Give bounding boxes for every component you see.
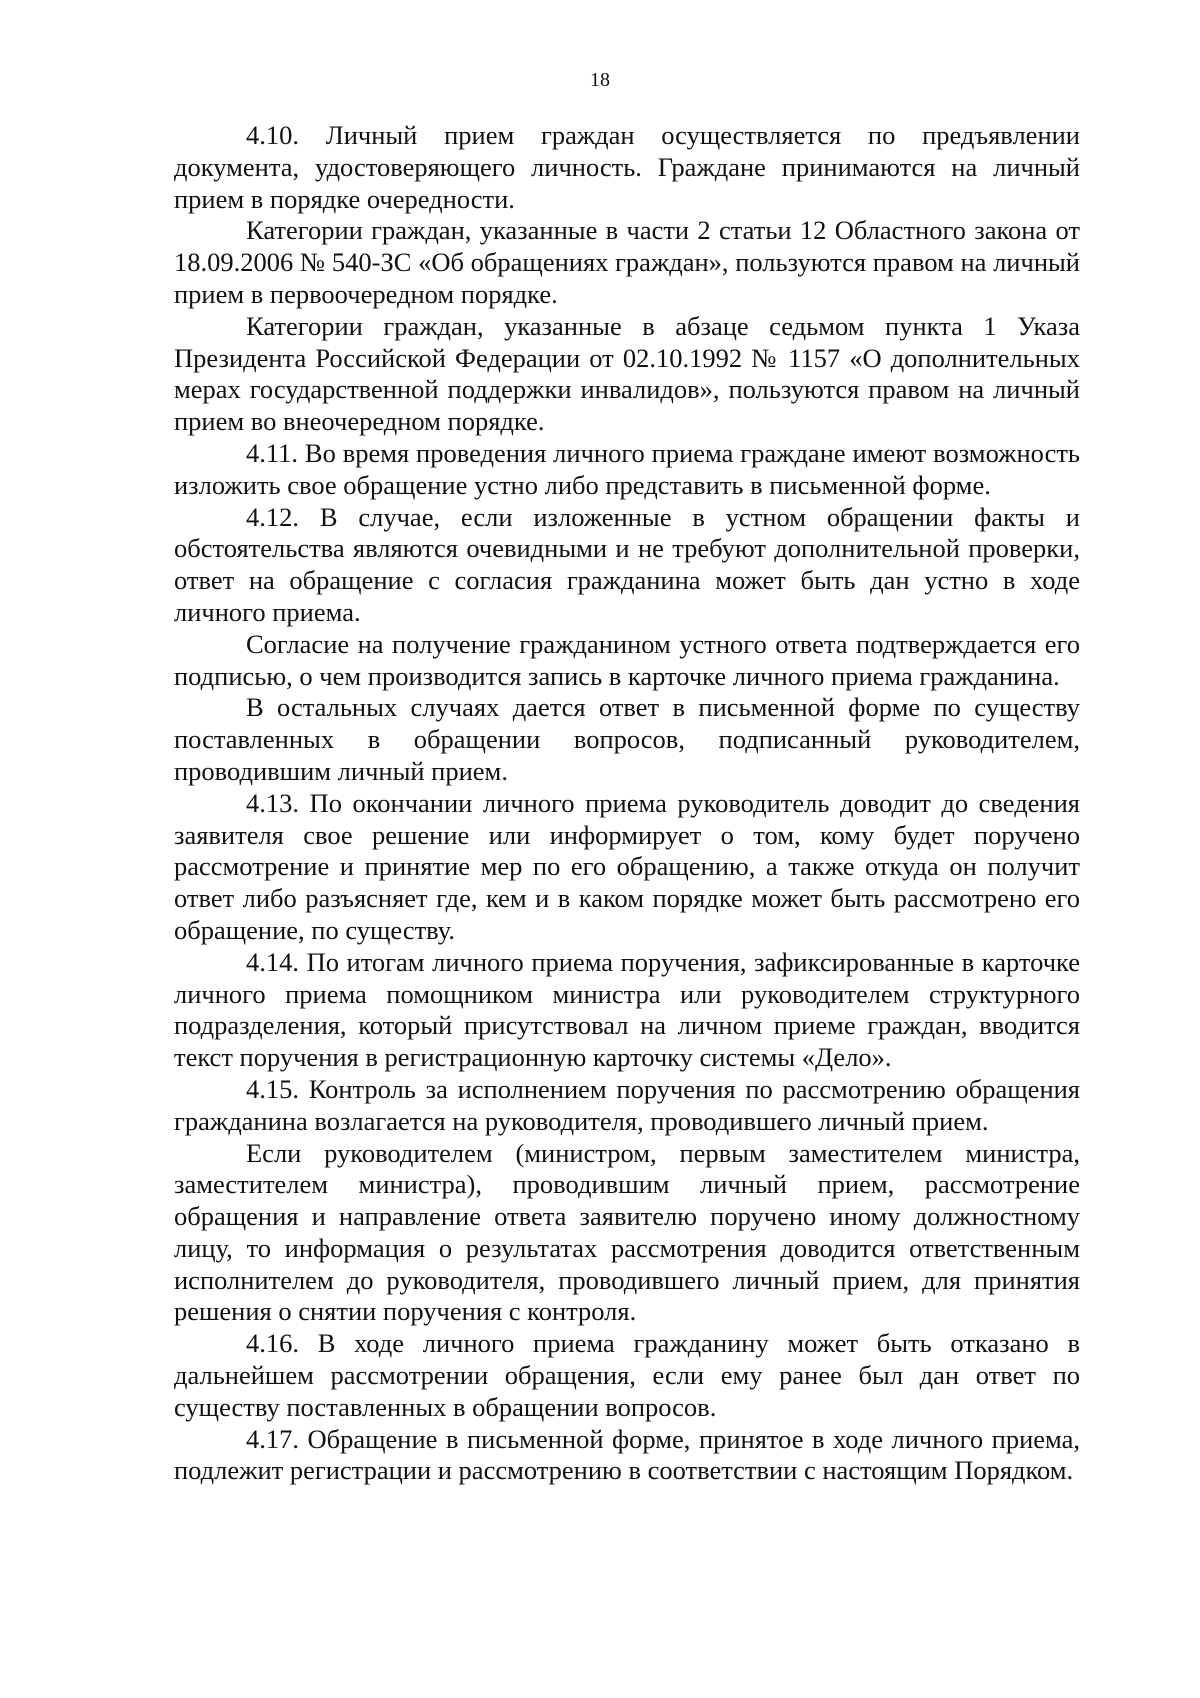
- paragraph: 4.11. Во время проведения личного приема граждане имеют возможность изложить свое обращение устно либо представить в письменной форме.: [174, 437, 1080, 500]
- paragraph: Категории граждан, указанные в абзаце седьмом пункта 1 Указа Президента Российской Федерации от 02.10.1992 № 1157 «О дополнительных мерах государственной поддержки инвалидов», пользуются правом на личный прием во внеочередном порядке.: [174, 310, 1080, 437]
- paragraph: 4.12. В случае, если изложенные в устном обращении факты и обстоятельства являются очевидными и не требуют дополнительной проверки, ответ на обращение с согласия гражданина может быть дан устно в ходе личного приема.: [174, 501, 1080, 627]
- paragraph: Согласие на получение гражданином устного ответа подтверждается его подписью, о чем производится запись в карточке личного приема гражданина.: [174, 628, 1080, 691]
- paragraph: Категории граждан, указанные в части 2 статьи 12 Областного закона от 18.09.2006 № 540-ЗС «Об обращениях граждан», пользуются правом на личный прием в первоочередном порядке.: [174, 215, 1080, 309]
- paragraph: 4.17. Обращение в письменной форме, принятое в ходе личного приема, подлежит регистрации и рассмотрению в соответствии с настоящим Порядком.: [174, 1423, 1080, 1486]
- document-body: [174, 120, 1080, 1487]
- paragraph: В остальных случаях дается ответ в письменной форме по существу поставленных в обращении вопросов, подписанный руководителем, проводившим личный прием.: [174, 692, 1080, 786]
- paragraph: 4.13. По окончании личного приема руководитель доводит до сведения заявителя свое решение или информирует о том, кому будет поручено рассмотрение и принятие мер по его обращению, а также откуда он получит ответ либо разъясняет где, кем и в каком порядке может быть рассмотрено его обращение, по существу.: [174, 787, 1080, 945]
- paragraph: 4.15. Контроль за исполнением поручения по рассмотрению обращения гражданина возлагается на руководителя, проводившего личный прием.: [174, 1073, 1080, 1136]
- paragraph: Если руководителем (министром, первым заместителем министра, заместителем министра), проводившим личный прием, рассмотрение обращения и направление ответа заявителю поручено иному должностному лицу, то информация о результатах рассмотрения доводится ответственным исполнителем до руководителя, проводившего личный прием, для принятия решения о снятии поручения с контроля.: [174, 1137, 1080, 1327]
- paragraph: 4.14. По итогам личного приема поручения, зафиксированные в карточке личного приема помощником министра или руководителем структурного подразделения, который присутствовал на личном приеме граждан, вводится текст поручения в регистрационную карточку системы «Дело».: [174, 946, 1080, 1073]
- page-number: 18: [590, 69, 610, 91]
- paragraph: 4.16. В ходе личного приема гражданину может быть отказано в дальнейшем рассмотрении обращения, если ему ранее был дан ответ по существу поставленных в обращении вопросов.: [174, 1328, 1080, 1422]
- paragraph: 4.10. Личный прием граждан осуществляется по предъявлении документа, удостоверяющего личность. Граждане принимаются на личный прием в порядке очередности.: [174, 120, 1080, 214]
